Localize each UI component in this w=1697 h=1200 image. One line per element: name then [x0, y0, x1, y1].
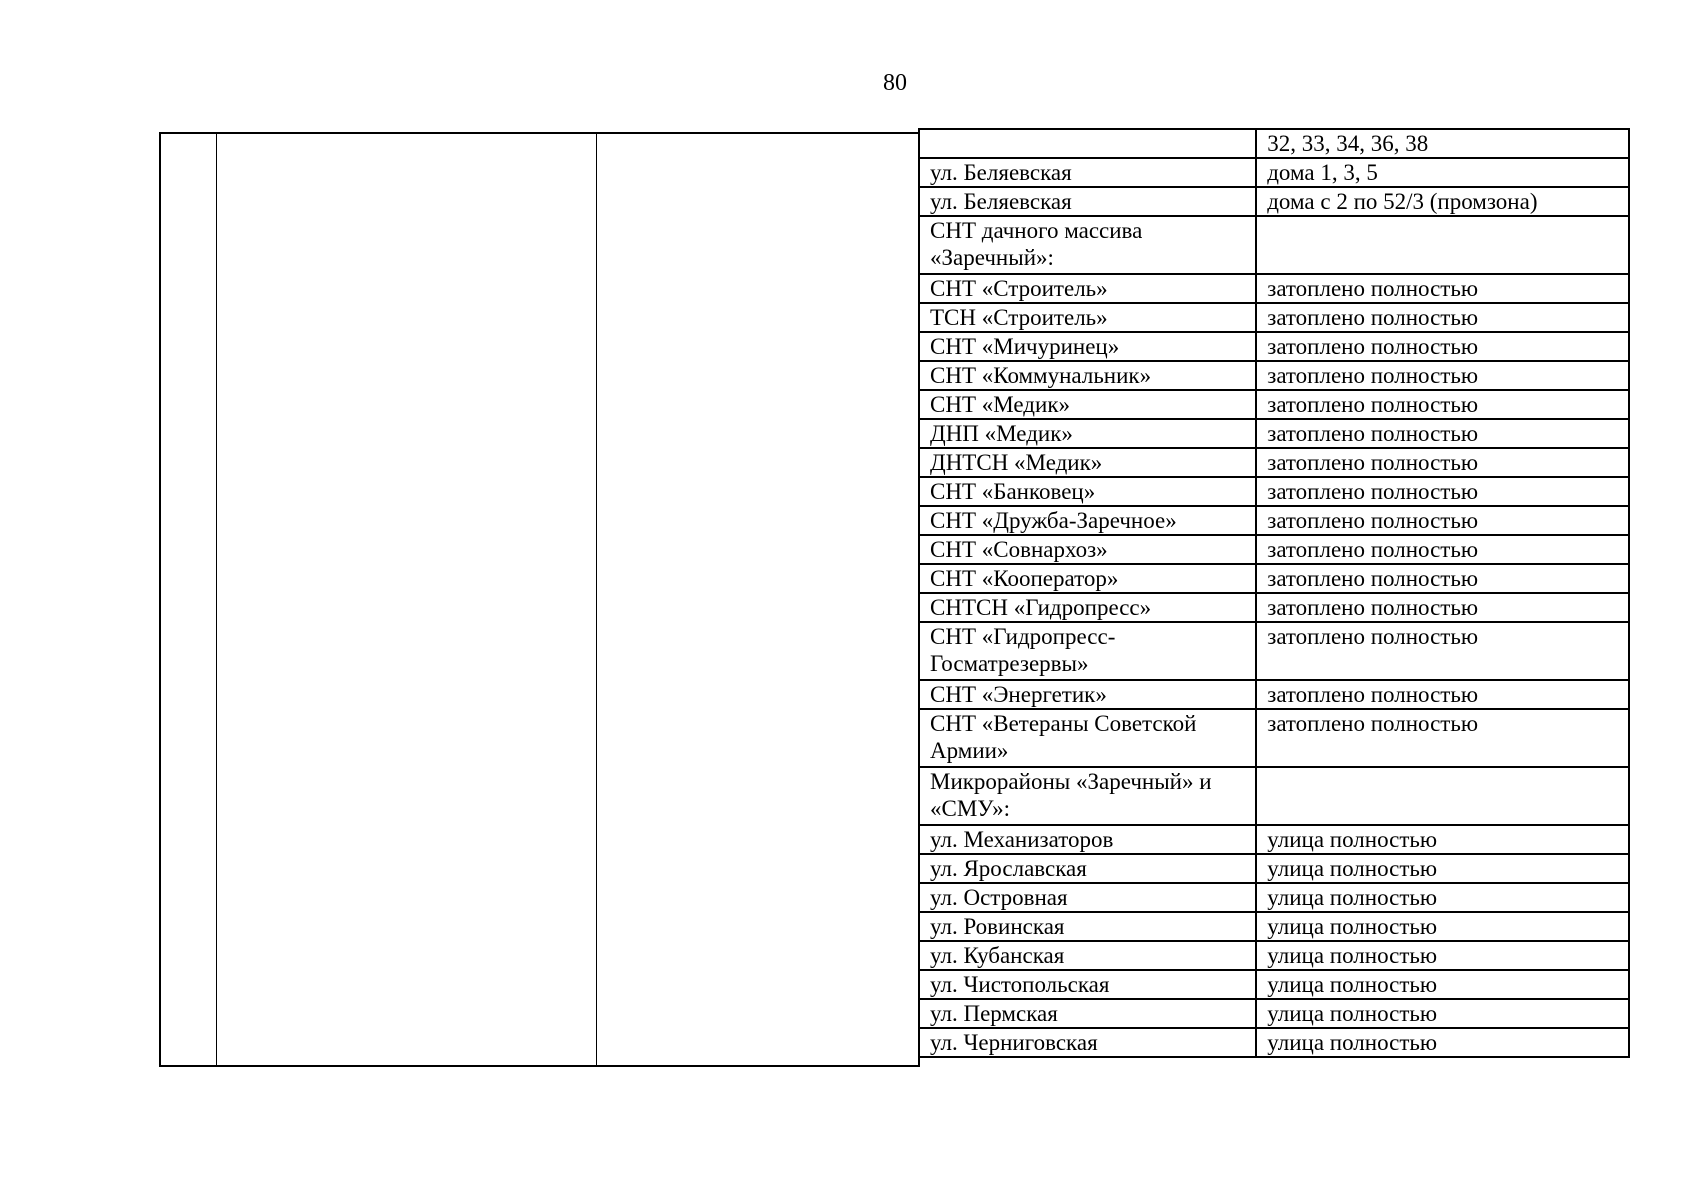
row-name-cell	[919, 825, 1256, 854]
row-name: СНТ «Банковец»	[930, 479, 1096, 504]
row-name: СНТ «Гидропресс- Госматрезервы»	[930, 624, 1116, 676]
row-value: затоплено полностью	[1267, 305, 1479, 330]
table-row	[919, 622, 1629, 680]
row-name: СНТСН «Гидропресс»	[930, 595, 1152, 620]
row-value-cell	[1256, 506, 1629, 535]
row-value-cell	[1256, 593, 1629, 622]
row-value-cell	[1256, 361, 1629, 390]
row-value: затоплено полностью	[1267, 537, 1479, 562]
row-name: СНТ «Медик»	[930, 392, 1070, 417]
row-name: ДНТСН «Медик»	[930, 450, 1103, 475]
table-row	[919, 941, 1629, 970]
row-name-cell	[919, 274, 1256, 303]
row-value: затоплено полностью	[1267, 334, 1479, 359]
table-row	[919, 303, 1629, 332]
row-name-cell	[919, 477, 1256, 506]
row-name: ул. Черниговская	[930, 1030, 1098, 1055]
row-name-cell	[919, 303, 1256, 332]
row-value: улица полностью	[1267, 1001, 1438, 1026]
row-name: ул. Беляевская	[930, 189, 1072, 214]
row-value: улица полностью	[1267, 856, 1438, 881]
row-name: СНТ «Коммунальник»	[930, 363, 1152, 388]
row-value-cell	[1256, 854, 1629, 883]
row-name-cell	[919, 535, 1256, 564]
row-name-cell	[919, 419, 1256, 448]
row-value-cell	[1256, 709, 1629, 767]
table-row	[919, 274, 1629, 303]
row-name: СНТ «Ветераны Советской Армии»	[930, 711, 1197, 763]
row-value: улица полностью	[1267, 827, 1438, 852]
row-name: ул. Чистопольская	[930, 972, 1110, 997]
column-divider-2	[596, 132, 597, 1067]
row-name-cell	[919, 622, 1256, 680]
row-value: затоплено полностью	[1267, 479, 1479, 504]
row-value-cell	[1256, 564, 1629, 593]
row-name-cell	[919, 332, 1256, 361]
row-name-cell	[919, 448, 1256, 477]
row-value: затоплено полностью	[1267, 363, 1479, 388]
row-value: затоплено полностью	[1267, 595, 1479, 620]
row-name: СНТ «Мичуринец»	[930, 334, 1120, 359]
row-name: СНТ «Дружба-Заречное»	[930, 508, 1177, 533]
row-value-cell	[1256, 477, 1629, 506]
table-row	[919, 332, 1629, 361]
row-value: дома 1, 3, 5	[1267, 160, 1378, 185]
table-row	[919, 448, 1629, 477]
table-row	[919, 854, 1629, 883]
row-name: СНТ «Кооператор»	[930, 566, 1119, 591]
table-row	[919, 158, 1629, 187]
row-name-cell	[919, 970, 1256, 999]
row-name: Микрорайоны «Заречный» и «СМУ»:	[930, 769, 1212, 821]
row-value-cell	[1256, 825, 1629, 854]
row-value: дома с 2 по 52/3 (промзона)	[1267, 189, 1538, 214]
row-value-cell	[1256, 158, 1629, 187]
row-name: ТСН «Строитель»	[930, 305, 1108, 330]
row-name: СНТ «Совнархоз»	[930, 537, 1108, 562]
row-value-cell	[1256, 970, 1629, 999]
row-value-cell	[1256, 941, 1629, 970]
row-value: затоплено полностью	[1267, 276, 1479, 301]
table-row	[919, 680, 1629, 709]
row-name-cell	[919, 709, 1256, 767]
row-value: 32, 33, 34, 36, 38	[1267, 131, 1429, 156]
document-table	[159, 128, 1630, 1067]
table-row	[919, 361, 1629, 390]
row-value: улица полностью	[1267, 1030, 1438, 1055]
table-left-frame	[159, 132, 920, 1067]
row-name: ул. Кубанская	[930, 943, 1065, 968]
table-row	[919, 506, 1629, 535]
row-name-cell	[919, 564, 1256, 593]
row-name: ул. Беляевская	[930, 160, 1072, 185]
row-name-cell	[919, 361, 1256, 390]
row-name-cell	[919, 593, 1256, 622]
row-name: ул. Ярославская	[930, 856, 1087, 881]
table-row	[919, 419, 1629, 448]
row-value-cell	[1256, 448, 1629, 477]
row-value: затоплено полностью	[1267, 566, 1479, 591]
row-value: улица полностью	[1267, 914, 1438, 939]
row-name: СНТ дачного массива «Заречный»:	[930, 218, 1143, 270]
row-name-cell	[919, 506, 1256, 535]
row-value-cell	[1256, 767, 1629, 825]
row-name-cell	[919, 390, 1256, 419]
row-name: ул. Механизаторов	[930, 827, 1114, 852]
table-row	[919, 970, 1629, 999]
table-row	[919, 129, 1629, 158]
row-value: улица полностью	[1267, 972, 1438, 997]
table-row	[919, 999, 1629, 1028]
table-row	[919, 390, 1629, 419]
row-value: затоплено полностью	[1267, 711, 1479, 736]
row-value-cell	[1256, 622, 1629, 680]
row-value-cell	[1256, 187, 1629, 216]
row-name-cell	[919, 941, 1256, 970]
row-value-cell	[1256, 303, 1629, 332]
table-row	[919, 825, 1629, 854]
row-value-cell	[1256, 999, 1629, 1028]
row-value-cell	[1256, 216, 1629, 274]
table-row	[919, 1028, 1629, 1057]
row-name-cell	[919, 854, 1256, 883]
row-name: ул. Островная	[930, 885, 1068, 910]
table-row	[919, 477, 1629, 506]
row-value: улица полностью	[1267, 885, 1438, 910]
row-name-cell	[919, 158, 1256, 187]
row-name-cell	[919, 883, 1256, 912]
address-table	[918, 128, 1630, 1058]
row-name-cell	[919, 680, 1256, 709]
row-value-cell	[1256, 129, 1629, 158]
column-divider-1	[216, 132, 217, 1067]
row-value: затоплено полностью	[1267, 392, 1479, 417]
row-value: затоплено полностью	[1267, 682, 1479, 707]
row-value: затоплено полностью	[1267, 624, 1479, 649]
table-row	[919, 912, 1629, 941]
row-name-cell	[919, 1028, 1256, 1057]
row-name-cell	[919, 999, 1256, 1028]
table-row	[919, 767, 1629, 825]
row-name: ул. Ровинская	[930, 914, 1065, 939]
row-value: улица полностью	[1267, 943, 1438, 968]
row-name: ул. Пермская	[930, 1001, 1058, 1026]
row-name: СНТ «Энергетик»	[930, 682, 1107, 707]
table-row	[919, 187, 1629, 216]
row-value-cell	[1256, 680, 1629, 709]
table-row	[919, 593, 1629, 622]
row-value: затоплено полностью	[1267, 421, 1479, 446]
row-value-cell	[1256, 390, 1629, 419]
row-value-cell	[1256, 419, 1629, 448]
row-value-cell	[1256, 1028, 1629, 1057]
row-name-cell	[919, 216, 1256, 274]
row-name: ДНП «Медик»	[930, 421, 1073, 446]
row-value-cell	[1256, 274, 1629, 303]
row-value-cell	[1256, 332, 1629, 361]
row-value-cell	[1256, 912, 1629, 941]
row-name-cell	[919, 767, 1256, 825]
page-number: 80	[883, 70, 907, 96]
table-row	[919, 564, 1629, 593]
table-row	[919, 883, 1629, 912]
table-row	[919, 709, 1629, 767]
table-row	[919, 535, 1629, 564]
row-name-cell	[919, 912, 1256, 941]
table-row	[919, 216, 1629, 274]
row-name: СНТ «Строитель»	[930, 276, 1108, 301]
row-value-cell	[1256, 535, 1629, 564]
row-value: затоплено полностью	[1267, 508, 1479, 533]
row-value-cell	[1256, 883, 1629, 912]
row-name-cell	[919, 187, 1256, 216]
row-name-cell	[919, 129, 1256, 158]
row-value: затоплено полностью	[1267, 450, 1479, 475]
